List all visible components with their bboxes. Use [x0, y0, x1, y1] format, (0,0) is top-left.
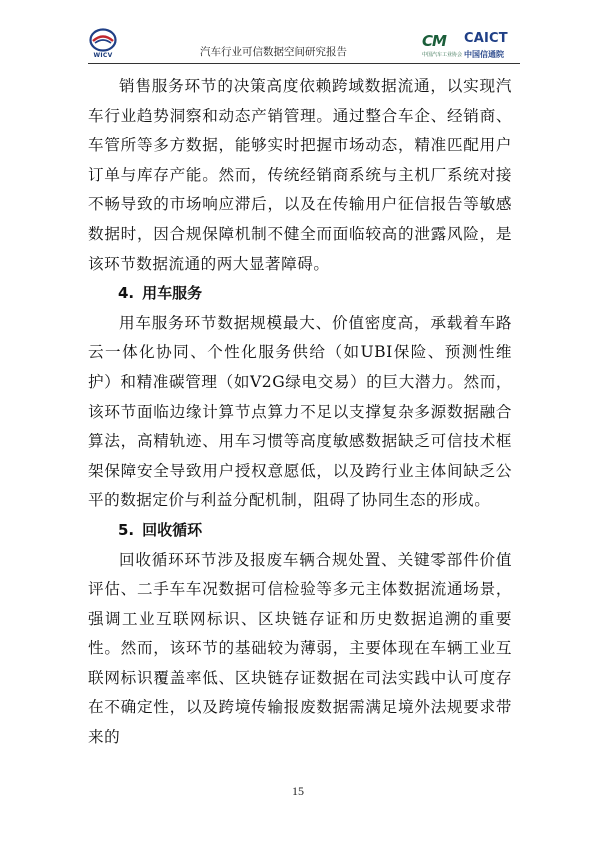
- header-divider: [88, 63, 520, 64]
- page-header: [88, 28, 520, 62]
- header-title: 汽车行业可信数据空间研究报告: [200, 46, 347, 58]
- caict-logo: [420, 30, 520, 62]
- org-name-text: 中国信通院: [464, 50, 504, 59]
- wicv-logo-text: WICV: [93, 52, 113, 59]
- caict-logo-text: CAICT: [464, 31, 508, 46]
- section-number: 5.: [118, 520, 135, 539]
- org-small-text: 中国汽车工业协会: [422, 52, 463, 58]
- paragraph-recycling: 回收循环环节涉及报废车辆合规处置、关键零部件价值评估、二手车车况数据可信检验等多元主体数据流通场景，强调工业互联网标识、区块链存证和历史数据追溯的重要性。然而，该环节的基础较为薄弱，主要体现在车辆工业互联网标识覆盖率低、区块链存证数据在司法实践中认可度存在不确定性，以及跨境传输报废数据需满足境外法规要求带来的: [88, 550, 512, 747]
- section-heading-recycling: [88, 516, 512, 546]
- section-title: 用车服务: [142, 284, 203, 303]
- paragraph-sales-service: 销售服务环节的决策高度依赖跨域数据流通，以实现汽车行业趋势洞察和动态产销管理。通过整合车企、经销商、车管所等多方数据，能够实时把握市场动态，精准匹配用户订单与库存产能。然而，传统经销商系统与主机厂系统对接不畅导致的市场响应滞后，以及在传输用户征信报告等敏感数据时，因合规保障机制不健全而面临较高的泄露风险，是该环节数据流通的两大显著障碍。: [88, 77, 512, 273]
- cm-logo-mark: CM: [422, 32, 446, 50]
- wicv-logo-icon: [89, 28, 117, 52]
- section-title: 回收循环: [142, 520, 203, 539]
- section-heading-vehicle-use: [88, 279, 512, 309]
- page-content: [88, 72, 512, 753]
- wicv-logo: [88, 28, 118, 62]
- section-number: 4.: [118, 284, 135, 303]
- paragraph-vehicle-use: 用车服务环节数据规模最大、价值密度高，承载着车路云一体化协同、个性化服务供给（如UBI保险、预测性维护）和精准碳管理（如V2G绿电交易）的巨大潜力。然而，该环节面临边缘计算节点算力不足以支撑复杂多源数据融合算法，高精轨迹、用车习惯等高度敏感数据缺乏可信技术框架保障安全导致用户授权意愿低，以及跨行业主体间缺乏公平的数据定价与利益分配机制，阻碍了协同生态的形成。: [88, 313, 512, 510]
- page-number: 15: [292, 784, 304, 798]
